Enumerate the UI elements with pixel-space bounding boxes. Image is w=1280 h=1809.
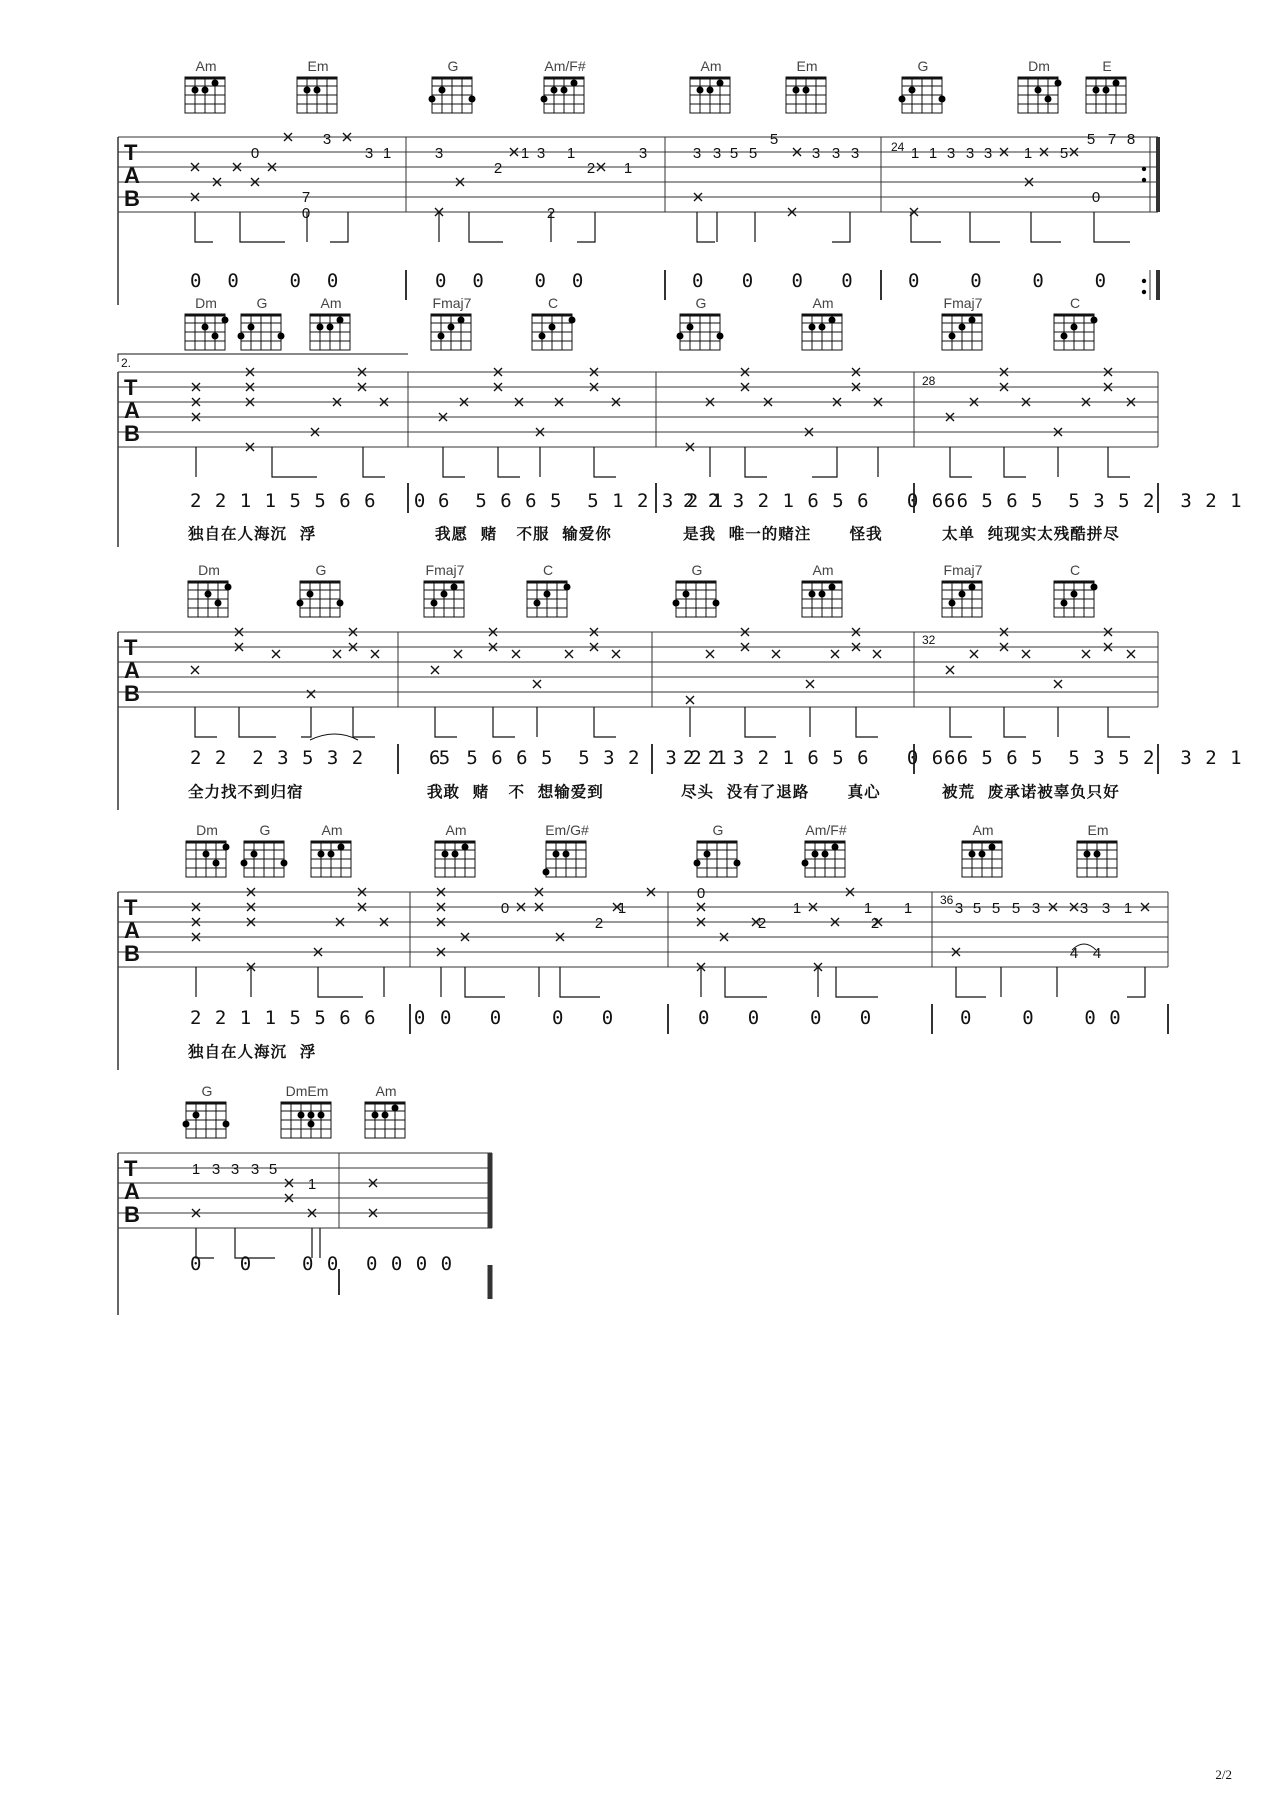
svg-text:2: 2 [757, 915, 767, 932]
svg-text:4: 4 [1092, 945, 1102, 962]
svg-text:C: C [542, 562, 554, 578]
jianpu-measure: 6 5 6 6 5 5 3 2 3 2 1 [429, 747, 728, 769]
svg-text:1: 1 [382, 145, 392, 162]
svg-text:Em/G#: Em/G# [545, 822, 589, 838]
chord-fmaj7 [942, 295, 983, 350]
svg-text:3: 3 [1079, 900, 1089, 917]
svg-text:0: 0 [250, 145, 260, 162]
svg-text:Am: Am [812, 562, 834, 578]
svg-text:A: A [124, 918, 140, 943]
svg-text:T: T [124, 635, 138, 660]
chord-g [183, 1083, 230, 1138]
svg-text:1: 1 [1123, 900, 1133, 917]
svg-text:1: 1 [903, 900, 913, 917]
svg-text:1: 1 [623, 160, 633, 177]
svg-text:5: 5 [769, 131, 779, 148]
jianpu-measure: 0 0 0 0 [190, 270, 340, 292]
svg-text:3: 3 [831, 145, 841, 162]
svg-text:Dm: Dm [196, 822, 218, 838]
svg-text:DmEm: DmEm [285, 1083, 329, 1099]
svg-text:1: 1 [191, 1161, 201, 1178]
chord-am-f-sharp [802, 822, 847, 877]
x-noteheads [192, 888, 1149, 971]
chord-dmem [281, 1083, 331, 1138]
svg-text:G: G [256, 295, 268, 311]
chord-c [527, 562, 571, 617]
lyric-line: 独自在人海沉 浮 [188, 525, 317, 543]
svg-text:5: 5 [1086, 131, 1096, 148]
svg-text:1: 1 [863, 900, 873, 917]
svg-text:0: 0 [696, 885, 706, 902]
svg-text:A: A [124, 163, 140, 188]
tab-staff [118, 372, 1158, 547]
svg-text:0: 0 [500, 900, 510, 917]
svg-text:G: G [315, 562, 327, 578]
jianpu-measure: 0 0 0 0 [435, 270, 585, 292]
svg-text:5: 5 [972, 900, 982, 917]
chord-name: Am [195, 58, 217, 74]
lyric-line: 我愿 赌 不服 输爱你 [435, 525, 612, 543]
svg-text:3: 3 [364, 145, 374, 162]
chord-g [677, 295, 724, 350]
svg-text:G: G [712, 822, 724, 838]
svg-text:0: 0 [301, 205, 311, 222]
svg-text:3: 3 [230, 1161, 240, 1178]
jianpu-measure: 2 2 3 2 1 6 5 6 0 6 6 [683, 747, 970, 769]
system-5-notation [0, 1083, 1280, 1323]
system-3 [0, 562, 1280, 820]
jianpu-measure: 2 2 2 3 5 3 2 5 [190, 747, 452, 769]
jianpu-measure: 2 2 1 1 5 5 6 6 0 [190, 1007, 427, 1029]
svg-text:T: T [124, 140, 138, 165]
svg-text:T: T [124, 1156, 138, 1181]
svg-text:1: 1 [520, 145, 530, 162]
svg-text:A: A [124, 1179, 140, 1204]
chord-name: Am/F# [544, 58, 586, 74]
page-number: 2/2 [1215, 1767, 1232, 1782]
svg-text:2: 2 [594, 915, 604, 932]
measure-number: 32 [922, 633, 936, 647]
chord-name: E [1102, 58, 1112, 74]
tab-staff [118, 1153, 492, 1315]
chord-em [297, 58, 337, 113]
svg-text:Am: Am [321, 822, 343, 838]
tab-clef [124, 635, 140, 706]
lyric-line: 全力找不到归宿 [188, 783, 304, 801]
system-2-notation [0, 295, 1280, 560]
svg-text:B: B [124, 941, 140, 966]
lyric-line: 被荒 废承诺被辜负只好 [942, 783, 1120, 801]
chord-dm [188, 562, 232, 617]
x-noteheads [192, 368, 1135, 451]
chord-am [311, 822, 351, 877]
chord-name: G [917, 58, 929, 74]
svg-text:A: A [124, 658, 140, 683]
rhythm-stems [196, 447, 1130, 477]
tab-clef [124, 895, 140, 966]
chord-g [429, 58, 476, 113]
svg-text:B: B [124, 681, 140, 706]
svg-text:Fmaj7: Fmaj7 [943, 562, 983, 578]
chord-g [297, 562, 344, 617]
jianpu-measure: 2 2 1 1 5 5 6 6 0 [190, 490, 427, 512]
chord-g [673, 562, 720, 617]
svg-text:C: C [1069, 295, 1081, 311]
svg-text:3: 3 [850, 145, 860, 162]
x-noteheads [191, 628, 1135, 704]
svg-text:Am: Am [375, 1083, 397, 1099]
svg-text:3: 3 [211, 1161, 221, 1178]
chord-em-g-sharp [543, 822, 589, 877]
chord-dm [185, 295, 229, 350]
chord-diagrams [185, 58, 1126, 113]
svg-text:Fmaj7: Fmaj7 [943, 295, 983, 311]
svg-text:Dm: Dm [195, 295, 217, 311]
chord-diagrams [183, 1083, 406, 1138]
svg-text:3: 3 [712, 145, 722, 162]
svg-text:3: 3 [322, 131, 332, 148]
svg-text:2: 2 [493, 160, 503, 177]
svg-text:T: T [124, 375, 138, 400]
svg-text:1: 1 [566, 145, 576, 162]
chord-am [185, 58, 225, 113]
svg-text:C: C [547, 295, 559, 311]
tab-clef [124, 1156, 140, 1227]
svg-text:B: B [124, 421, 140, 446]
chord-c [532, 295, 576, 350]
svg-text:Am: Am [320, 295, 342, 311]
system-2 [0, 295, 1280, 560]
chord-g [694, 822, 741, 877]
chord-diagrams [186, 822, 1117, 877]
jianpu-measure: 6 5 6 5 5 3 5 2 3 2 1 [944, 490, 1243, 512]
chord-name: Em [796, 58, 818, 74]
volta-bracket [118, 354, 408, 370]
svg-text:T: T [124, 895, 138, 920]
chord-c [1054, 562, 1098, 617]
svg-text:4: 4 [1069, 945, 1079, 962]
jianpu-measure: 2 2 3 2 1 6 5 6 0 6 6 [683, 490, 970, 512]
rhythm-stems [195, 707, 1130, 737]
svg-text:7: 7 [301, 189, 311, 206]
svg-text:3: 3 [434, 145, 444, 162]
chord-fmaj7 [942, 562, 983, 617]
jianpu-measure: 0 0 0 0 [190, 1253, 340, 1275]
lyric-line: 是我 唯一的赌注 怪我 [683, 525, 883, 543]
svg-text:3: 3 [965, 145, 975, 162]
svg-text:0: 0 [1091, 189, 1101, 206]
tab-clef [124, 140, 140, 211]
svg-text:3: 3 [983, 145, 993, 162]
jianpu-measure: 0 0 0 0 [692, 270, 854, 292]
lyric-line: 尽头 没有了退路 真心 [681, 783, 881, 801]
chord-fmaj7 [424, 562, 465, 617]
chord-e [1086, 58, 1126, 113]
svg-text:5: 5 [1059, 145, 1069, 162]
jianpu-measure: 0 0 0 0 [960, 1007, 1122, 1029]
chord-am [690, 58, 730, 113]
chord-name: Dm [1028, 58, 1050, 74]
jianpu-measure: 0 0 0 0 [698, 1007, 873, 1029]
svg-text:1: 1 [792, 900, 802, 917]
tie [310, 734, 358, 740]
chord-am [802, 295, 842, 350]
svg-text:1: 1 [617, 900, 627, 917]
svg-text:3: 3 [811, 145, 821, 162]
tab-fret-numbers [251, 131, 1135, 222]
measure-number: 36 [940, 893, 954, 907]
chord-am [435, 822, 475, 877]
svg-text:A: A [124, 398, 140, 423]
measure-number: 24 [891, 140, 905, 154]
svg-text:3: 3 [1031, 900, 1041, 917]
chord-name: Am [700, 58, 722, 74]
chord-am [365, 1083, 405, 1138]
svg-text:5: 5 [748, 145, 758, 162]
lyric-line: 我敢 赌 不 想输爱到 [427, 783, 604, 801]
jianpu-measure: 0 0 0 0 [440, 1007, 615, 1029]
svg-text:8: 8 [1126, 131, 1136, 148]
svg-text:5: 5 [729, 145, 739, 162]
chord-am [310, 295, 350, 350]
svg-text:7: 7 [1107, 131, 1117, 148]
repeat-dots [1142, 167, 1146, 294]
chord-diagrams [188, 562, 1098, 617]
jianpu-measure: 6 5 6 5 5 3 5 2 3 2 1 [944, 747, 1243, 769]
chord-dm [186, 822, 230, 877]
tab-fret-numbers [501, 885, 1132, 962]
svg-text:G: G [259, 822, 271, 838]
lyric-line: 独自在人海沉 浮 [188, 1043, 317, 1061]
system-4 [0, 822, 1280, 1080]
chord-fmaj7 [431, 295, 472, 350]
svg-text:2: 2 [546, 205, 556, 222]
svg-text:1: 1 [1023, 145, 1033, 162]
svg-text:Am: Am [445, 822, 467, 838]
chord-dm [1018, 58, 1062, 113]
svg-text:Dm: Dm [198, 562, 220, 578]
svg-text:Em: Em [1087, 822, 1109, 838]
system-1 [0, 0, 1280, 290]
chord-g [899, 58, 946, 113]
rhythm-stems [195, 212, 1130, 242]
svg-text:1: 1 [307, 1176, 317, 1193]
chord-name: G [447, 58, 459, 74]
svg-text:3: 3 [536, 145, 546, 162]
svg-text:3: 3 [692, 145, 702, 162]
svg-text:3: 3 [1101, 900, 1111, 917]
svg-text:3: 3 [946, 145, 956, 162]
chord-am-f-sharp [541, 58, 586, 113]
svg-text:2.: 2. [121, 356, 132, 370]
chord-em [1077, 822, 1117, 877]
chord-g [238, 295, 285, 350]
svg-text:2: 2 [870, 915, 880, 932]
jianpu-measure: 6 5 6 6 5 5 1 2 3 2 1 [438, 490, 725, 512]
chord-diagrams [185, 295, 1098, 350]
svg-text:G: G [695, 295, 707, 311]
chord-c [1054, 295, 1098, 350]
measure-number: 28 [922, 374, 936, 388]
chord-am [802, 562, 842, 617]
system-5 [0, 1083, 1280, 1323]
svg-text:Fmaj7: Fmaj7 [425, 562, 465, 578]
svg-text:5: 5 [991, 900, 1001, 917]
chord-g [241, 822, 288, 877]
chord-am [962, 822, 1002, 877]
svg-text:Fmaj7: Fmaj7 [432, 295, 472, 311]
svg-text:G: G [691, 562, 703, 578]
svg-text:Am: Am [812, 295, 834, 311]
jianpu-measure: 0 0 0 0 [366, 1253, 454, 1275]
svg-text:3: 3 [638, 145, 648, 162]
svg-text:3: 3 [954, 900, 964, 917]
tab-fret-numbers [192, 1161, 316, 1193]
system-1-notation [0, 0, 1280, 290]
tab-clef [124, 375, 140, 446]
svg-text:C: C [1069, 562, 1081, 578]
svg-text:1: 1 [910, 145, 920, 162]
svg-text:5: 5 [268, 1161, 278, 1178]
svg-text:B: B [124, 1202, 140, 1227]
svg-text:3: 3 [250, 1161, 260, 1178]
jianpu-measure: 0 0 0 0 [908, 270, 1108, 292]
chord-em [786, 58, 826, 113]
lyric-line: 太单 纯现实太残酷拼尽 [942, 525, 1120, 543]
svg-text:1: 1 [928, 145, 938, 162]
svg-text:2: 2 [586, 160, 596, 177]
chord-name: Em [307, 58, 329, 74]
rhythm-stems [196, 967, 1145, 997]
svg-text:Am: Am [972, 822, 994, 838]
svg-text:B: B [124, 186, 140, 211]
svg-text:G: G [201, 1083, 213, 1099]
svg-text:5: 5 [1011, 900, 1021, 917]
svg-text:Am/F#: Am/F# [805, 822, 847, 838]
